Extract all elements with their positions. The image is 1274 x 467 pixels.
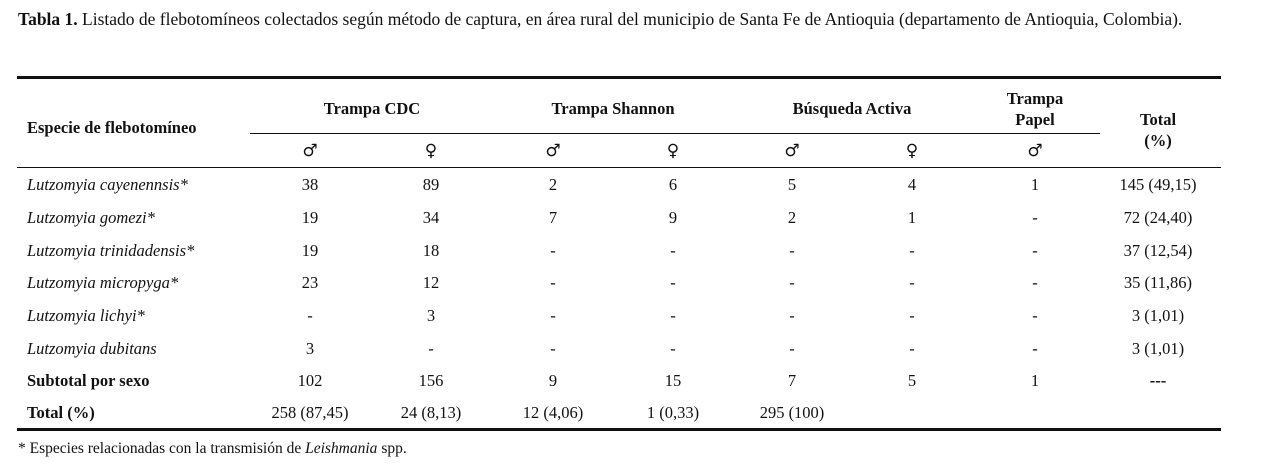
group-header-shannon: Trampa Shannon bbox=[551, 99, 675, 118]
row-total-cell: 37 (12,54) bbox=[1123, 241, 1193, 260]
total-row-cell: 258 (87,45) bbox=[271, 403, 349, 422]
count-cell: - bbox=[550, 339, 556, 358]
total-row-cell: 1 (0,33) bbox=[646, 403, 700, 422]
count-cell: 38 bbox=[301, 175, 319, 194]
species-column-header: Especie de flebotomíneo bbox=[27, 118, 197, 137]
count-cell: - bbox=[789, 273, 795, 292]
species-name-cell: Lutzomyia micropyga* bbox=[27, 273, 179, 292]
row-total-cell: 3 (1,01) bbox=[1131, 339, 1185, 358]
female-symbol: ♀ bbox=[424, 141, 438, 161]
count-cell: 6 bbox=[668, 175, 678, 194]
male-symbol: ♂ bbox=[1027, 141, 1043, 161]
count-cell: 12 bbox=[422, 273, 440, 292]
subtotal-total-cell: --- bbox=[1149, 371, 1167, 390]
female-symbol: ♀ bbox=[905, 141, 919, 161]
count-cell: - bbox=[909, 306, 915, 325]
row-total-cell: 145 (49,15) bbox=[1119, 175, 1197, 194]
count-cell: 19 bbox=[301, 208, 319, 227]
subtotal-cell: 156 bbox=[418, 371, 444, 390]
table-bottom-rule bbox=[17, 428, 1221, 431]
count-cell: - bbox=[670, 241, 676, 260]
count-cell: - bbox=[670, 339, 676, 358]
group-header-papel-line1: Trampa bbox=[1006, 89, 1064, 108]
count-cell: - bbox=[1032, 273, 1038, 292]
subtotal-label: Subtotal por sexo bbox=[27, 371, 150, 390]
total-row-cell: 24 (8,13) bbox=[400, 403, 462, 422]
subtotal-cell: 15 bbox=[664, 371, 682, 390]
caption-label: Tabla 1. bbox=[18, 9, 78, 29]
count-cell: 34 bbox=[422, 208, 440, 227]
count-cell: 18 bbox=[422, 241, 440, 260]
subtotal-cell: 102 bbox=[297, 371, 323, 390]
count-cell: 4 bbox=[907, 175, 917, 194]
footnote-prefix: * Especies relacionadas con la transmisión de bbox=[18, 440, 306, 457]
species-name-cell: Lutzomyia cayenennsis* bbox=[27, 175, 188, 194]
subtotal-cell: 7 bbox=[787, 371, 797, 390]
male-symbol: ♂ bbox=[302, 141, 318, 161]
count-cell: 3 bbox=[426, 306, 436, 325]
species-name-cell: Lutzomyia dubitans bbox=[27, 339, 157, 358]
count-cell: - bbox=[789, 241, 795, 260]
count-cell: - bbox=[909, 241, 915, 260]
count-cell: 1 bbox=[907, 208, 917, 227]
row-total-cell: 35 (11,86) bbox=[1123, 273, 1193, 292]
count-cell: - bbox=[670, 306, 676, 325]
row-total-cell: 3 (1,01) bbox=[1131, 306, 1185, 325]
count-cell: - bbox=[550, 306, 556, 325]
count-cell: 3 bbox=[305, 339, 315, 358]
count-cell: 7 bbox=[548, 208, 558, 227]
group-header-papel-line2: Papel bbox=[1015, 110, 1055, 129]
count-cell: - bbox=[789, 339, 795, 358]
count-cell: 19 bbox=[301, 241, 319, 260]
count-cell: - bbox=[909, 339, 915, 358]
count-cell: 1 bbox=[1030, 175, 1040, 194]
count-cell: - bbox=[1032, 339, 1038, 358]
total-row-label: Total (%) bbox=[27, 403, 95, 422]
count-cell: 9 bbox=[668, 208, 678, 227]
count-cell: - bbox=[909, 273, 915, 292]
count-cell: - bbox=[1032, 306, 1038, 325]
subtotal-cell: 5 bbox=[907, 371, 917, 390]
footnote-suffix: spp. bbox=[377, 440, 407, 457]
footnote-genus: Leishmania bbox=[305, 440, 378, 457]
count-cell: 5 bbox=[787, 175, 797, 194]
count-cell: - bbox=[670, 273, 676, 292]
species-name-cell: Lutzomyia lichyi* bbox=[27, 306, 145, 325]
count-cell: - bbox=[428, 339, 434, 358]
count-cell: - bbox=[550, 241, 556, 260]
total-header-line2: (%) bbox=[1144, 131, 1172, 150]
male-symbol: ♂ bbox=[545, 141, 561, 161]
count-cell: 89 bbox=[422, 175, 440, 194]
group-header-cdc: Trampa CDC bbox=[323, 99, 421, 118]
group-underline-rule bbox=[250, 133, 1100, 134]
row-total-cell: 72 (24,40) bbox=[1123, 208, 1193, 227]
total-row-cell: 12 (4,06) bbox=[522, 403, 584, 422]
caption-text: Listado de flebotomíneos colectados según método de captura, en área rural del municipio de Santa Fe de Antioquia (departamento de Antioquia, Colombia). bbox=[77, 9, 1183, 29]
male-symbol: ♂ bbox=[784, 141, 800, 161]
species-name-cell: Lutzomyia trinidadensis* bbox=[27, 241, 195, 260]
group-header-busqueda: Búsqueda Activa bbox=[792, 99, 912, 118]
count-cell: - bbox=[1032, 208, 1038, 227]
subtotal-cell: 9 bbox=[548, 371, 558, 390]
count-cell: - bbox=[1032, 241, 1038, 260]
count-cell: - bbox=[550, 273, 556, 292]
count-cell: 2 bbox=[548, 175, 558, 194]
total-header-line1: Total bbox=[1139, 110, 1177, 129]
table-top-rule bbox=[17, 76, 1221, 79]
female-symbol: ♀ bbox=[666, 141, 680, 161]
total-row-cell: 295 (100) bbox=[759, 403, 825, 422]
count-cell: - bbox=[789, 306, 795, 325]
count-cell: 2 bbox=[787, 208, 797, 227]
table-footnote bbox=[18, 440, 407, 458]
header-bottom-rule bbox=[17, 167, 1221, 168]
subtotal-cell: 1 bbox=[1030, 371, 1040, 390]
count-cell: - bbox=[307, 306, 313, 325]
count-cell: 23 bbox=[301, 273, 319, 292]
table-caption bbox=[18, 8, 1222, 31]
species-name-cell: Lutzomyia gomezi* bbox=[27, 208, 155, 227]
